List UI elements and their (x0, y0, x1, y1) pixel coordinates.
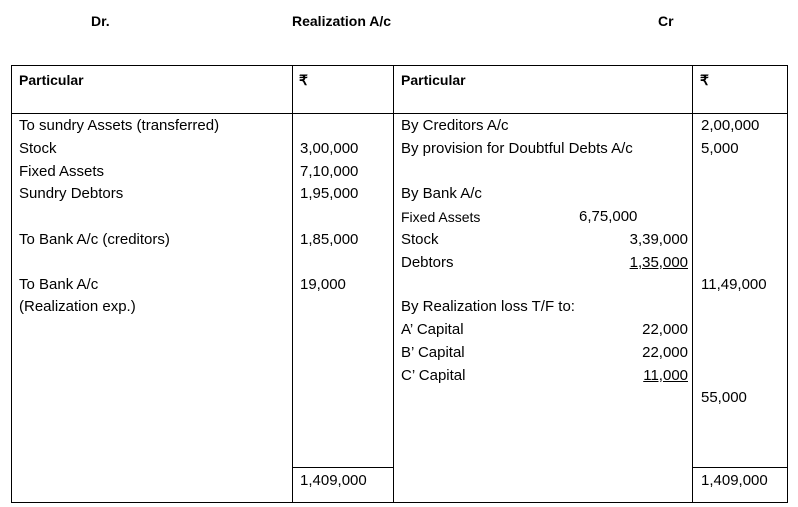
dr-bank-creditors-amount: 1,85,000 (300, 231, 359, 248)
column-header-rupee-cr: ₹ (700, 72, 709, 88)
dr-sundry-assets: To sundry Assets (transferred) (19, 117, 220, 134)
divider-middle (393, 65, 394, 502)
dr-bank-expense-amount: 19,000 (300, 276, 346, 293)
column-header-particular-cr: Particular (401, 72, 466, 88)
dr-bank-creditors-label: To Bank A/c (creditors) (19, 231, 170, 248)
cr-c-capital-amount: 11,000 (643, 367, 688, 384)
dr-fixed-assets-label: Fixed Assets (19, 163, 105, 180)
dr-total-line (292, 467, 393, 468)
dr-stock-label: Stock (19, 140, 57, 157)
cr-fixed-assets-label: Fixed Assets (401, 209, 481, 225)
cr-label: Cr (658, 13, 674, 29)
dr-label: Dr. (91, 13, 110, 29)
dr-sundry-debtors-amount: 1,95,000 (300, 185, 359, 202)
cr-loss-total: 55,000 (701, 389, 747, 406)
dr-bank-expense-label: To Bank A/c (19, 276, 99, 293)
cr-loss-label: By Realization loss T/F to: (401, 298, 575, 315)
divider-dr-amount (292, 65, 293, 502)
dr-total: 1,409,000 (300, 472, 367, 489)
cr-stock-amount: 3,39,000 (629, 231, 688, 248)
cr-provision-amount: 5,000 (701, 140, 739, 157)
cr-creditors-amount: 2,00,000 (701, 117, 760, 134)
cr-fixed-assets-amount: 6,75,000 (579, 208, 638, 225)
cr-stock-label: Stock (401, 231, 439, 248)
dr-fixed-assets-amount: 7,10,000 (300, 163, 359, 180)
divider-cr-amount (692, 65, 693, 502)
column-header-particular-dr: Particular (19, 72, 84, 88)
cr-creditors-label: By Creditors A/c (401, 117, 509, 134)
account-title: Realization A/c (292, 13, 392, 29)
cr-total-line (692, 467, 788, 468)
dr-bank-expense-note: (Realization exp.) (19, 298, 136, 315)
cr-debtors-label: Debtors (401, 254, 454, 271)
cr-a-capital-label: A’ Capital (401, 321, 464, 338)
cr-b-capital-amount: 22,000 (642, 344, 688, 361)
cr-debtors-amount: 1,35,000 (629, 254, 688, 271)
dr-sundry-debtors-label: Sundry Debtors (19, 185, 124, 202)
cr-c-capital-label: C’ Capital (401, 367, 466, 384)
cr-total: 1,409,000 (701, 472, 768, 489)
column-header-rupee-dr: ₹ (299, 72, 308, 88)
cr-provision-label: By provision for Doubtful Debts A/c (401, 140, 633, 157)
dr-stock-amount: 3,00,000 (300, 140, 359, 157)
cr-a-capital-amount: 22,000 (642, 321, 688, 338)
cr-b-capital-label: B’ Capital (401, 344, 465, 361)
cr-bank-label: By Bank A/c (401, 185, 482, 202)
cr-bank-total: 11,49,000 (701, 276, 767, 293)
header-row-divider (11, 113, 788, 114)
